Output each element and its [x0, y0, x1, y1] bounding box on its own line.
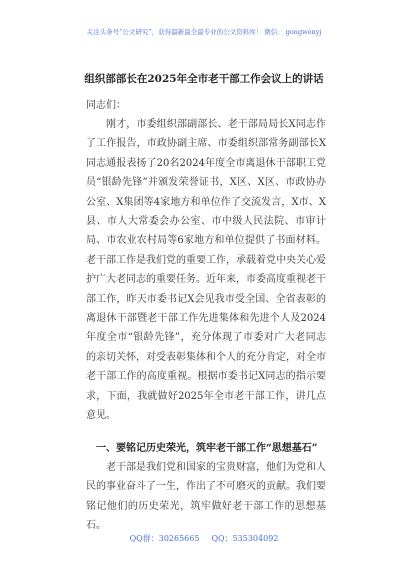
header-wechat-label: 微信：	[264, 28, 284, 36]
header-notice-text: 关注头条号“公文研究”，获得最新最全最专业的公文资料库！	[86, 28, 263, 36]
header-wechat-id: gongwenyj	[285, 28, 322, 36]
footer-qq-contact: QQ：535304092	[211, 534, 279, 543]
section-heading-1: 一、要铭记历史荣光，筑牢老干部工作“思想基石”	[96, 443, 318, 454]
header-notice	[0, 27, 408, 36]
footer-qq-group: QQ群：30265665	[129, 534, 200, 543]
document-title: 组织部部长在2025年全市老干部工作会议上的讲话	[84, 73, 324, 85]
body-paragraph-2: 老干部是我们党和国家的宝贵财富，他们为党和人民的事业奋斗了一生，作出了不可磨灭的贡献。我们要铭记他们的历史荣光，筑牢做好老干部工作的思想基石。	[86, 462, 326, 532]
salutation: 同志们：	[86, 100, 126, 111]
footer-contact	[0, 533, 408, 544]
body-paragraph-1: 刚才，市委组织部副部长、老干部局局长X同志作了工作报告，市政协副主席、市委组织部常务副部长X同志通报表扬了20名2024年度全市离退休干部职工党员“银龄先锋”并颁发荣誉证书，X区、X区、市政协办公室、X集团等4家地方和单位作了交流发言，X市、X县、市人大常委会办公室、市中级人民法院、市审计局、市农业农村局等6家地方和单位提供了书面材料。老干部工作是我们党的重要工作，承载着党中央关心爱护广大老同志的重要任务。近年来，市委高度重视老干部工作，昨天市委书记X会见我市受全国、全省表彰的离退休干部暨老干部工作先进集体和先进个人及2024年度全市“银龄先锋”，充分体现了市委对广大老同志的亲切关怀，对受表彰集体和个人的充分肯定，对全市老干部工作的高度重视。根据市委书记X同志的指示要求，下面，我就做好2025年全市老干部工作，讲几点意见。	[86, 119, 326, 422]
